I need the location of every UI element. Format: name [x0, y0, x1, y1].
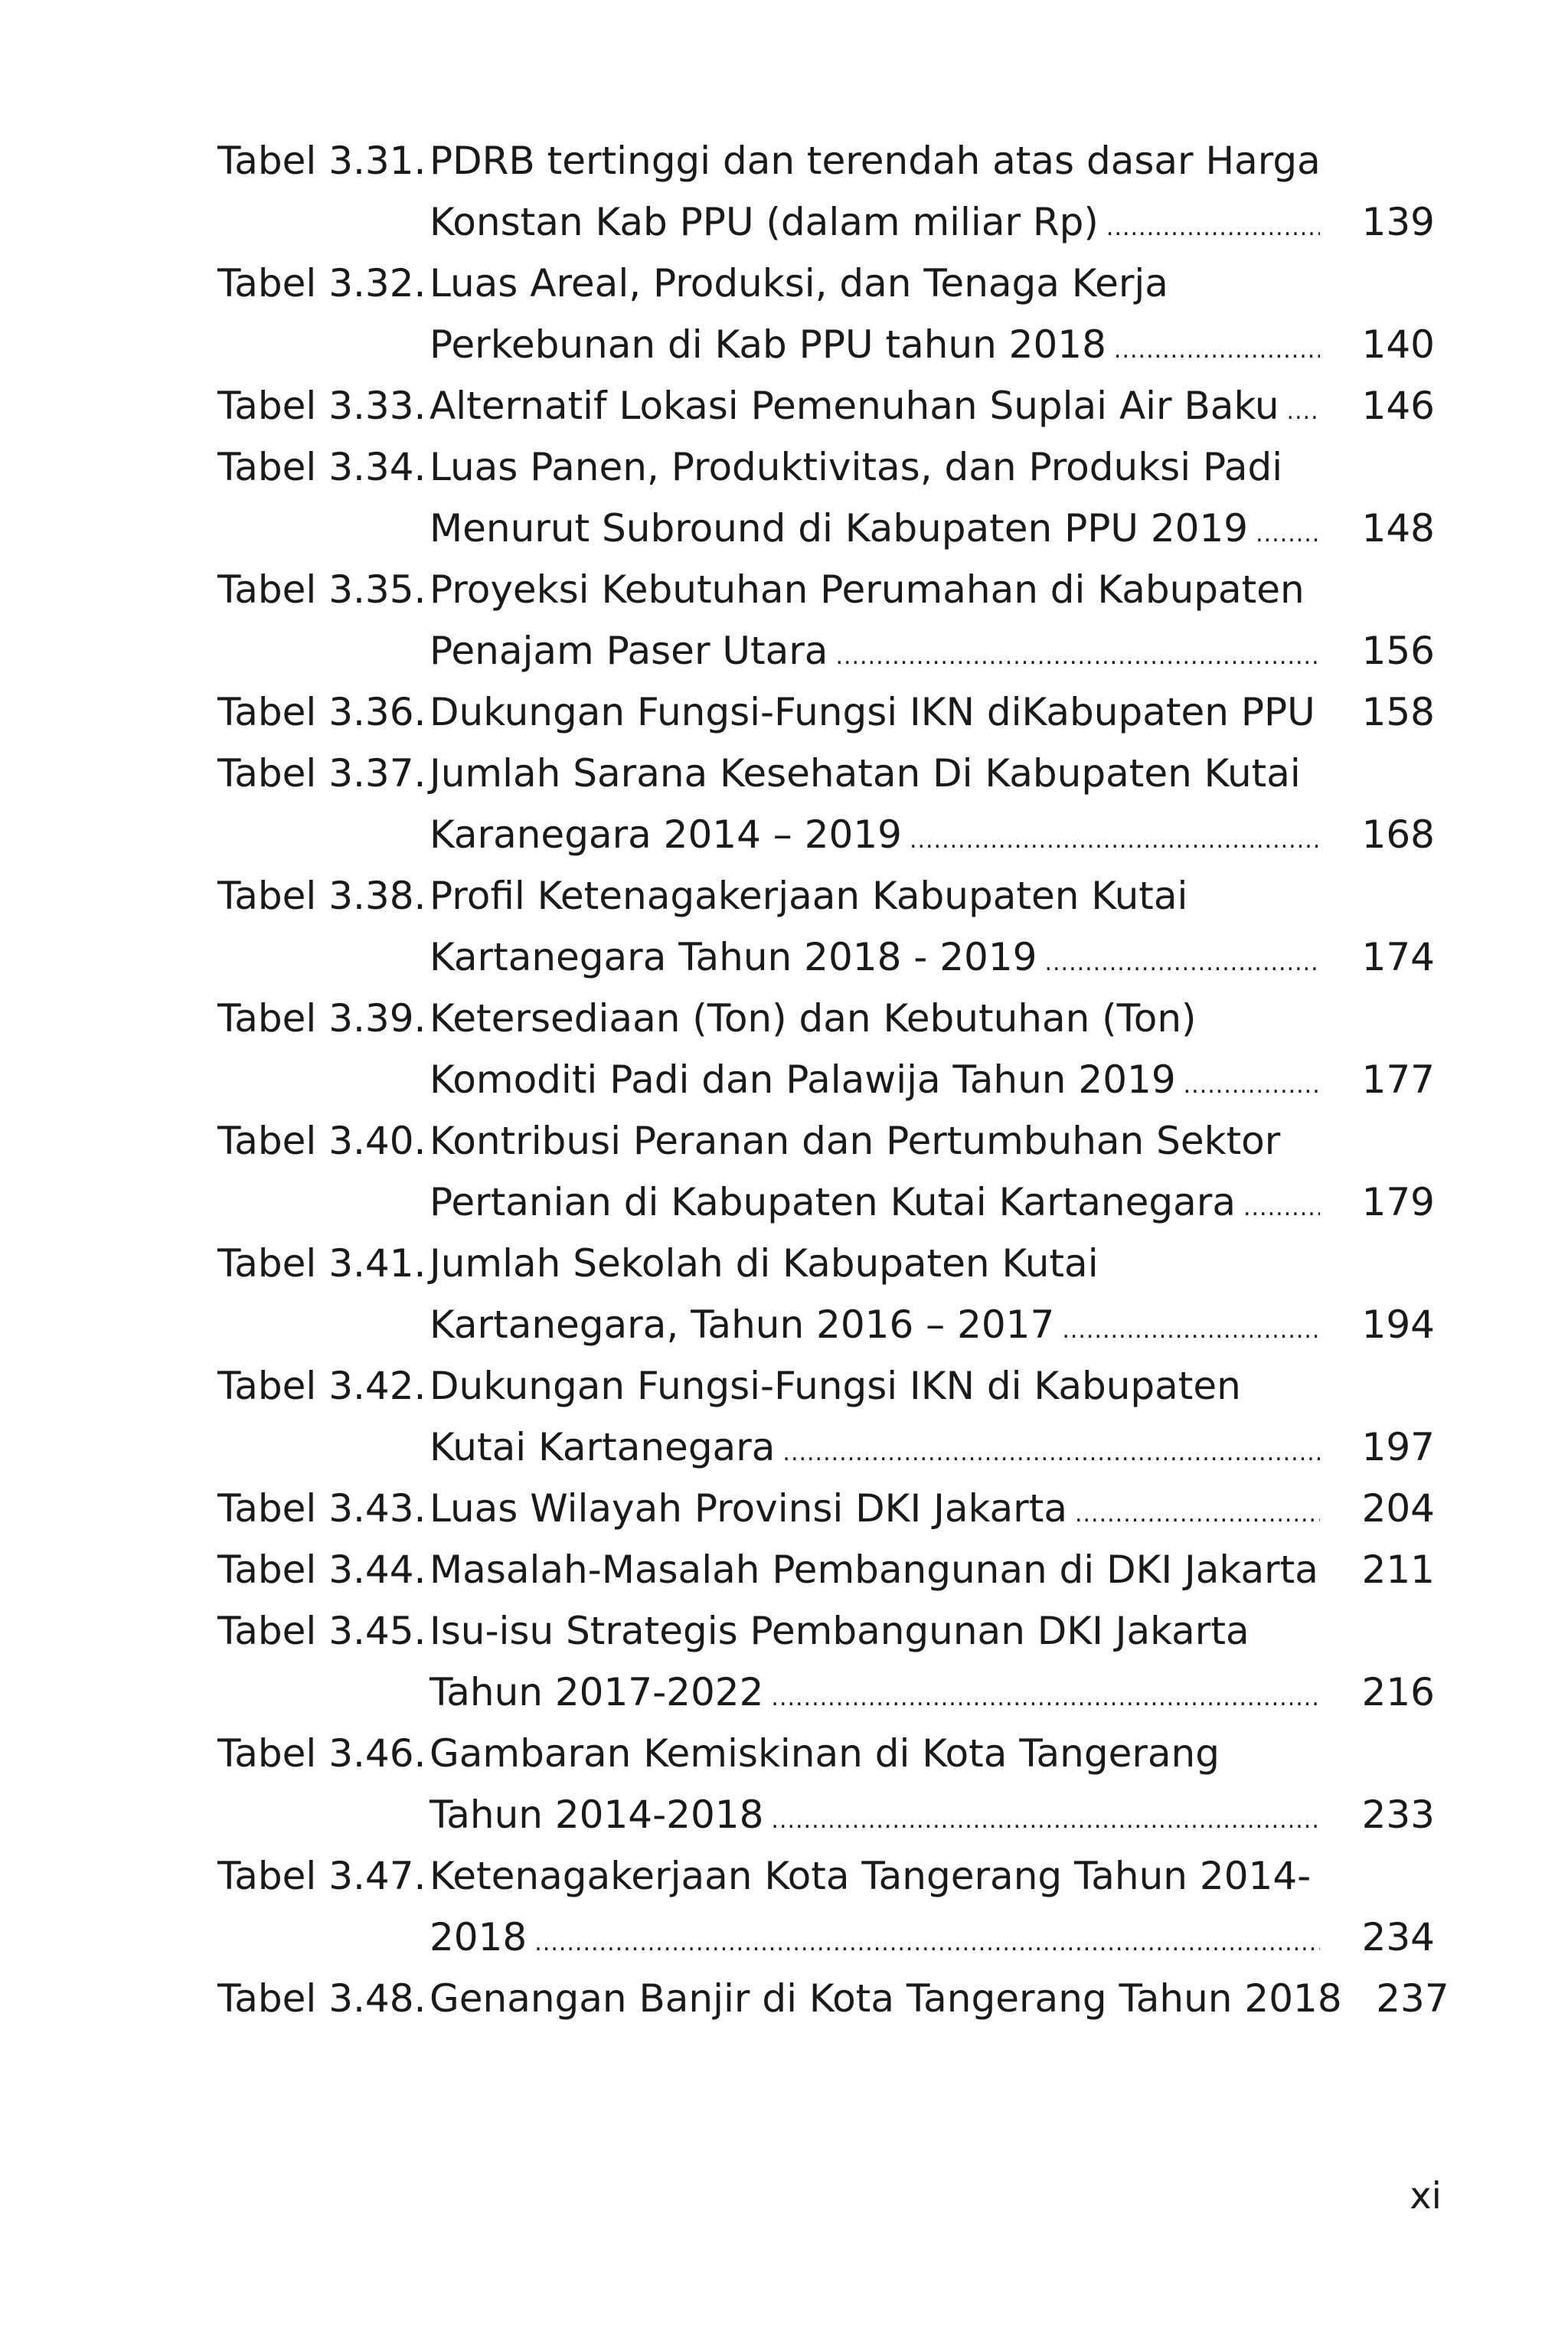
- toc-entry[interactable]: [217, 1539, 1435, 1600]
- toc-entry-title: Pertanian di Kabupaten Kutai Kartanegara: [430, 1180, 1236, 1224]
- dot-leader: [771, 1790, 1320, 1851]
- toc-entry-title: Isu-isu Strategis Pembangunan DKI Jakarta: [430, 1609, 1250, 1653]
- toc-entry-title: Menurut Subround di Kabupaten PPU 2019: [430, 506, 1249, 551]
- toc-entry[interactable]: [217, 1968, 1449, 2029]
- toc-entry[interactable]: [217, 1110, 1435, 1233]
- toc-entry-line: [217, 559, 1435, 620]
- toc-entry-label: Tabel 3.44.: [217, 1548, 426, 1592]
- dot-leader: [782, 1423, 1320, 1484]
- toc-entry-line: [217, 375, 1435, 436]
- toc-entry[interactable]: [217, 1478, 1435, 1539]
- toc-entry-title: Ketenagakerjaan Kota Tangerang Tahun 2014-: [430, 1854, 1312, 1898]
- dot-leader: [1062, 1300, 1320, 1361]
- toc-entry-label: Tabel 3.43.: [217, 1486, 426, 1531]
- toc-entry-line: [217, 1049, 1435, 1110]
- dot-leader: [910, 810, 1320, 871]
- toc-entry[interactable]: [217, 865, 1435, 988]
- toc-entry-title: Luas Panen, Produktivitas, dan Produksi Padi: [430, 445, 1283, 489]
- toc-entry-label: Tabel 3.46.: [217, 1731, 426, 1776]
- toc-entry-title: Tahun 2014-2018: [430, 1793, 764, 1837]
- toc-entry-title: Dukungan Fungsi-Fungsi IKN diKabupaten PPU: [430, 690, 1315, 734]
- toc-entry-line: [217, 1600, 1435, 1662]
- toc-entry-page: 197: [1361, 1425, 1435, 1469]
- toc-entry[interactable]: [217, 436, 1435, 559]
- dot-leader: [1184, 1055, 1320, 1116]
- toc-entry-title: PDRB tertinggi dan terendah atas dasar Harga: [430, 139, 1321, 183]
- toc-entry-title: Karanegara 2014 – 2019: [430, 812, 902, 857]
- toc-entry-label: Tabel 3.38.: [217, 874, 426, 918]
- toc-entry-title: Perkebunan di Kab PPU tahun 2018: [430, 322, 1106, 367]
- toc-entry-page: 204: [1361, 1486, 1435, 1531]
- toc-entry-page: 179: [1361, 1180, 1435, 1224]
- toc-entry[interactable]: [217, 1233, 1435, 1355]
- dot-leader: [1287, 381, 1320, 443]
- toc-entry-title: Genangan Banjir di Kota Tangerang Tahun 2018: [430, 1976, 1342, 2021]
- dot-leader: [835, 626, 1320, 688]
- toc-entry-line: [217, 1110, 1435, 1172]
- dot-leader: [1075, 1484, 1320, 1545]
- toc-entry-title: Dukungan Fungsi-Fungsi IKN di Kabupaten: [430, 1364, 1241, 1408]
- toc-entry-label: Tabel 3.33.: [217, 384, 426, 428]
- dot-leader: [1114, 320, 1320, 381]
- toc-entry-title: Gambaran Kemiskinan di Kota Tangerang: [430, 1731, 1220, 1776]
- toc-entry-title: Kontribusi Peranan dan Pertumbuhan Sektor: [430, 1119, 1281, 1163]
- toc-entry-line: [217, 1478, 1435, 1539]
- toc-entry-label: Tabel 3.31.: [217, 139, 426, 183]
- toc-entry[interactable]: [217, 1355, 1435, 1478]
- dot-leader: [534, 1913, 1320, 1974]
- toc-entry[interactable]: [217, 1845, 1435, 1968]
- toc-entry[interactable]: [217, 375, 1435, 436]
- toc-entry-line: [217, 1968, 1449, 2029]
- toc-entry-line: [217, 681, 1435, 743]
- toc-entry-page: 158: [1361, 690, 1435, 734]
- toc-entry-title: Alternatif Lokasi Pemenuhan Suplai Air Baku: [430, 384, 1279, 428]
- toc-entry-title: Kartanegara, Tahun 2016 – 2017: [430, 1302, 1055, 1347]
- toc-entry-page: 211: [1361, 1548, 1435, 1592]
- toc-entry-title: Tahun 2017-2022: [430, 1670, 764, 1714]
- toc-entry-title: Kartanegara Tahun 2018 - 2019: [430, 935, 1037, 979]
- toc-entry-line: [217, 1662, 1435, 1723]
- toc-entry-title: Proyeksi Kebutuhan Perumahan di Kabupaten: [430, 567, 1305, 612]
- toc-entry-title: Penajam Paser Utara: [430, 629, 828, 673]
- toc-entry-line: [217, 743, 1435, 804]
- toc-entry[interactable]: [217, 1723, 1435, 1845]
- toc-entry[interactable]: [217, 559, 1435, 681]
- toc-entry-page: 177: [1361, 1057, 1435, 1102]
- toc-entry[interactable]: [217, 988, 1435, 1110]
- toc-entry[interactable]: [217, 130, 1435, 253]
- toc-entry-line: [217, 1539, 1435, 1600]
- toc-entry-line: [217, 130, 1435, 191]
- toc-entry-line: [217, 1907, 1435, 1968]
- toc-entry-title: Kutai Kartanegara: [430, 1425, 776, 1469]
- toc-entry[interactable]: [217, 253, 1435, 375]
- toc-entry-line: [217, 1784, 1435, 1845]
- toc-entry-label: Tabel 3.37.: [217, 751, 426, 796]
- toc-entry-label: Tabel 3.34.: [217, 445, 426, 489]
- toc-entry-page: 146: [1361, 384, 1435, 428]
- toc-entry-page: 140: [1361, 322, 1435, 367]
- toc-entry-page: 233: [1361, 1793, 1435, 1837]
- toc-entry-page: 234: [1361, 1915, 1435, 1959]
- toc-entry-line: [217, 804, 1435, 865]
- toc-entry-line: [217, 253, 1435, 314]
- toc-entry-title: Komoditi Padi dan Palawija Tahun 2019: [430, 1057, 1176, 1102]
- toc-entry-page: 194: [1361, 1302, 1435, 1347]
- toc-entry[interactable]: [217, 743, 1435, 865]
- toc-entry-line: [217, 927, 1435, 988]
- toc-entry-line: [217, 1845, 1435, 1907]
- toc-entry-page: 216: [1361, 1670, 1435, 1714]
- toc-entry-title: Luas Wilayah Provinsi DKI Jakarta: [430, 1486, 1067, 1531]
- toc-entry-page: 237: [1376, 1976, 1449, 2021]
- toc-entry-title: Profil Ketenagakerjaan Kabupaten Kutai: [430, 874, 1188, 918]
- toc-entry-page: 174: [1361, 935, 1435, 979]
- dot-leader: [771, 1668, 1320, 1729]
- dot-leader: [1044, 933, 1320, 994]
- toc-entry-title: 2018: [430, 1915, 528, 1959]
- toc-entry-label: Tabel 3.39.: [217, 996, 426, 1041]
- toc-entry-label: Tabel 3.48.: [217, 1976, 426, 2021]
- toc-entry-page: 156: [1361, 629, 1435, 673]
- toc-entry-label: Tabel 3.32.: [217, 261, 426, 306]
- dot-leader: [1243, 1178, 1320, 1239]
- toc-entry-title: Masalah-Masalah Pembangunan di DKI Jakarta: [430, 1548, 1318, 1592]
- toc-entry[interactable]: [217, 1600, 1435, 1723]
- page-number: xi: [1410, 2175, 1442, 2218]
- toc-entry-label: Tabel 3.36.: [217, 690, 426, 734]
- toc-entry-line: [217, 865, 1435, 927]
- toc-entry-label: Tabel 3.41.: [217, 1241, 426, 1286]
- toc-entry-line: [217, 314, 1435, 375]
- toc-entry-title: Jumlah Sarana Kesehatan Di Kabupaten Kutai: [430, 751, 1301, 796]
- toc-entry-line: [217, 498, 1435, 559]
- dot-leader: [1106, 198, 1320, 259]
- table-of-tables: [217, 130, 1449, 2029]
- toc-entry-page: 168: [1361, 812, 1435, 857]
- toc-entry-label: Tabel 3.35.: [217, 567, 426, 612]
- toc-entry-page: 139: [1361, 200, 1435, 244]
- toc-entry-title: Jumlah Sekolah di Kabupaten Kutai: [430, 1241, 1099, 1286]
- toc-entry-line: [217, 1172, 1435, 1233]
- toc-entry-line: [217, 1233, 1435, 1294]
- toc-entry-line: [217, 988, 1435, 1049]
- toc-entry-line: [217, 1417, 1435, 1478]
- toc-entry[interactable]: [217, 681, 1435, 743]
- toc-entry-line: [217, 1294, 1435, 1355]
- toc-entry-line: [217, 436, 1435, 498]
- toc-entry-label: Tabel 3.47.: [217, 1854, 426, 1898]
- toc-entry-label: Tabel 3.42.: [217, 1364, 426, 1408]
- toc-entry-page: 148: [1361, 506, 1435, 551]
- toc-entry-title: Konstan Kab PPU (dalam miliar Rp): [430, 200, 1099, 244]
- toc-entry-line: [217, 1723, 1435, 1784]
- toc-entry-title: Ketersediaan (Ton) dan Kebutuhan (Ton): [430, 996, 1197, 1041]
- toc-entry-label: Tabel 3.45.: [217, 1609, 426, 1653]
- toc-entry-line: [217, 1355, 1435, 1417]
- toc-entry-line: [217, 191, 1435, 253]
- toc-entry-line: [217, 620, 1435, 681]
- dot-leader: [1256, 504, 1320, 565]
- toc-entry-title: Luas Areal, Produksi, dan Tenaga Kerja: [430, 261, 1168, 306]
- toc-entry-label: Tabel 3.40.: [217, 1119, 426, 1163]
